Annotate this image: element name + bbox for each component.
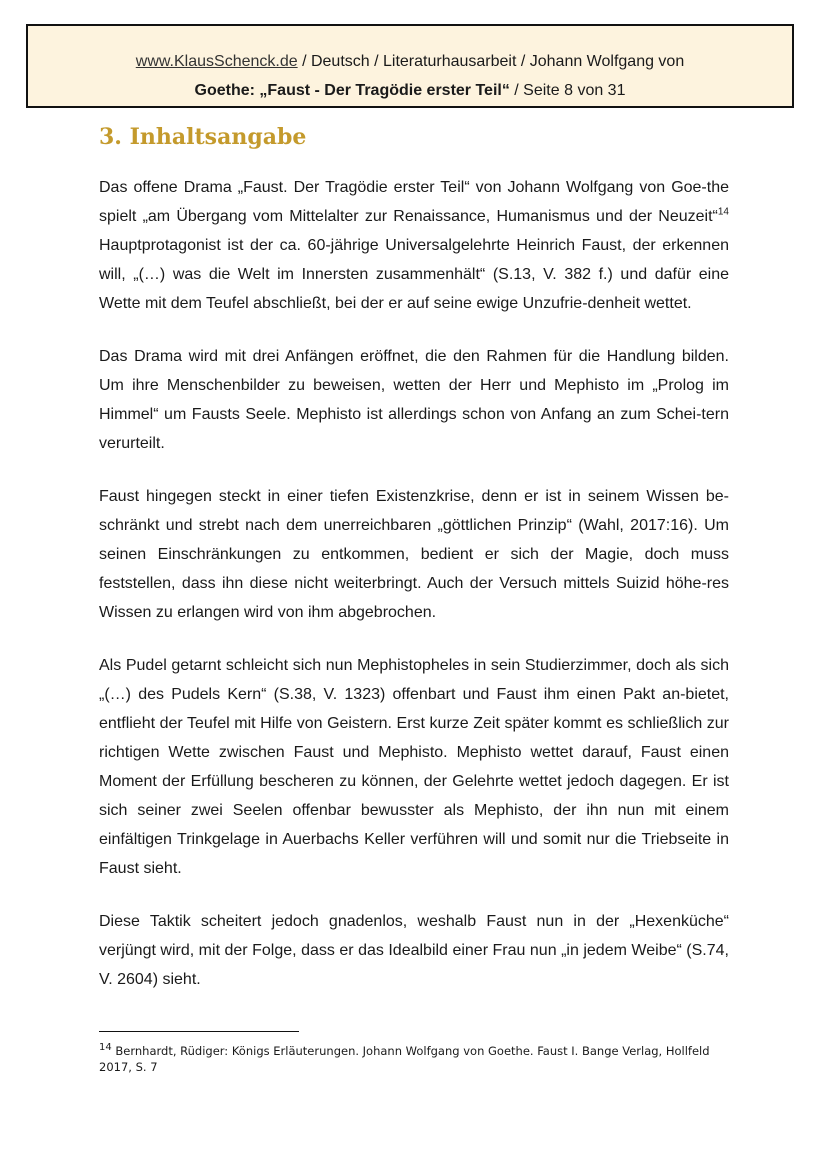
paragraph-2: Das Drama wird mit drei Anfängen eröffnet, die den Rahmen für die Handlung bilden. Um ihre Menschenbilder zu beweisen, wetten der Herr und Mephisto im „Prolog im Himmel“ um Fausts Seele. Mephisto ist allerdings schon von Anfang an zum Schei-tern verurteilt. — [99, 348, 729, 452]
paragraph-5: Diese Taktik scheitert jedoch gnadenlos, weshalb Faust nun in der „Hexenküche“ verjüngt wird, mit der Folge, dass er das Idealbild einer Frau nun „in jedem Weibe“ (S.74, V. 2604) sieht. — [99, 913, 729, 988]
site-link[interactable]: www.KlausSchenck.de — [135, 53, 298, 70]
body-text — [99, 173, 729, 1018]
footnote-number: 14 — [99, 1042, 112, 1054]
page-header — [26, 24, 794, 108]
header-line-2 — [28, 76, 792, 105]
footnote-separator — [99, 1031, 299, 1032]
section-heading: 3. Inhaltsangabe — [99, 124, 307, 150]
page-number: / Seite 8 von 31 — [509, 82, 626, 99]
paragraph-1-part-b: Hauptprotagonist ist der ca. 60-jährige Universalgelehrte Heinrich Faust, der erkennen will, „(…) was die Welt im Innersten zusammenhält“ (S.13, V. 382 f.) und dafür eine Wette mit dem Teufel abschließt, bei der er auf seine ewige Unzufrie-denheit wettet. — [99, 237, 729, 312]
paragraph-4: Als Pudel getarnt schleicht sich nun Mephistopheles in sein Studierzimmer, doch als sich „(…) des Pudels Kern“ (S.38, V. 1323) offenbart und Faust ihm einen Pakt an-bietet, entflieht der Teufel mit Hilfe von Geistern. Erst kurze Zeit später kommt es schließlich zur richtigen Wette zwischen Faust und Mephisto. Mephisto wettet darauf, Faust einen Moment der Erfüllung bescheren zu können, der Gelehrte wettet jedoch dagegen. Er ist sich seiner zwei Seelen offenbar bewusster als Mephisto, der ihn nun mit einem einfältigen Trinkgelage in Auerbachs Keller verführen will und somit nur die Triebseite in Faust sieht. — [99, 657, 729, 877]
footnote-ref[interactable]: 14 — [717, 206, 729, 218]
header-title: Goethe: „Faust - Der Tragödie erster Teil“ — [194, 82, 510, 99]
header-line-1 — [28, 47, 792, 76]
header-path: / Deutsch / Literaturhausarbeit / Johann Wolfgang von — [297, 53, 685, 70]
paragraph-3: Faust hingegen steckt in einer tiefen Existenzkrise, denn er ist in seinem Wissen be-schränkt und strebt nach dem unerreichbaren „göttlichen Prinzip“ (Wahl, 2017:16). Um seinen Einschränkungen zu entkommen, bedient er sich der Magie, doch muss feststellen, dass ihn diese nicht weiterbringt. Auch der Versuch mittels Suizid höhe-res Wissen zu erlangen wird von ihm abgebrochen. — [99, 488, 729, 621]
paragraph-1-part-a: Das offene Drama „Faust. Der Tragödie erster Teil“ von Johann Wolfgang von Goe-the spielt „am Übergang vom Mittelalter zur Renaissance, Humanismus und der Neuzeit“ — [99, 179, 729, 225]
footnote-text: Bernhardt, Rüdiger: Königs Erläuterungen. Johann Wolfgang von Goethe. Faust I. Bange Verlag, Hollfeld 2017, S. 7 — [99, 1044, 710, 1074]
footnote — [99, 1043, 729, 1075]
paragraph-1 — [99, 173, 729, 318]
